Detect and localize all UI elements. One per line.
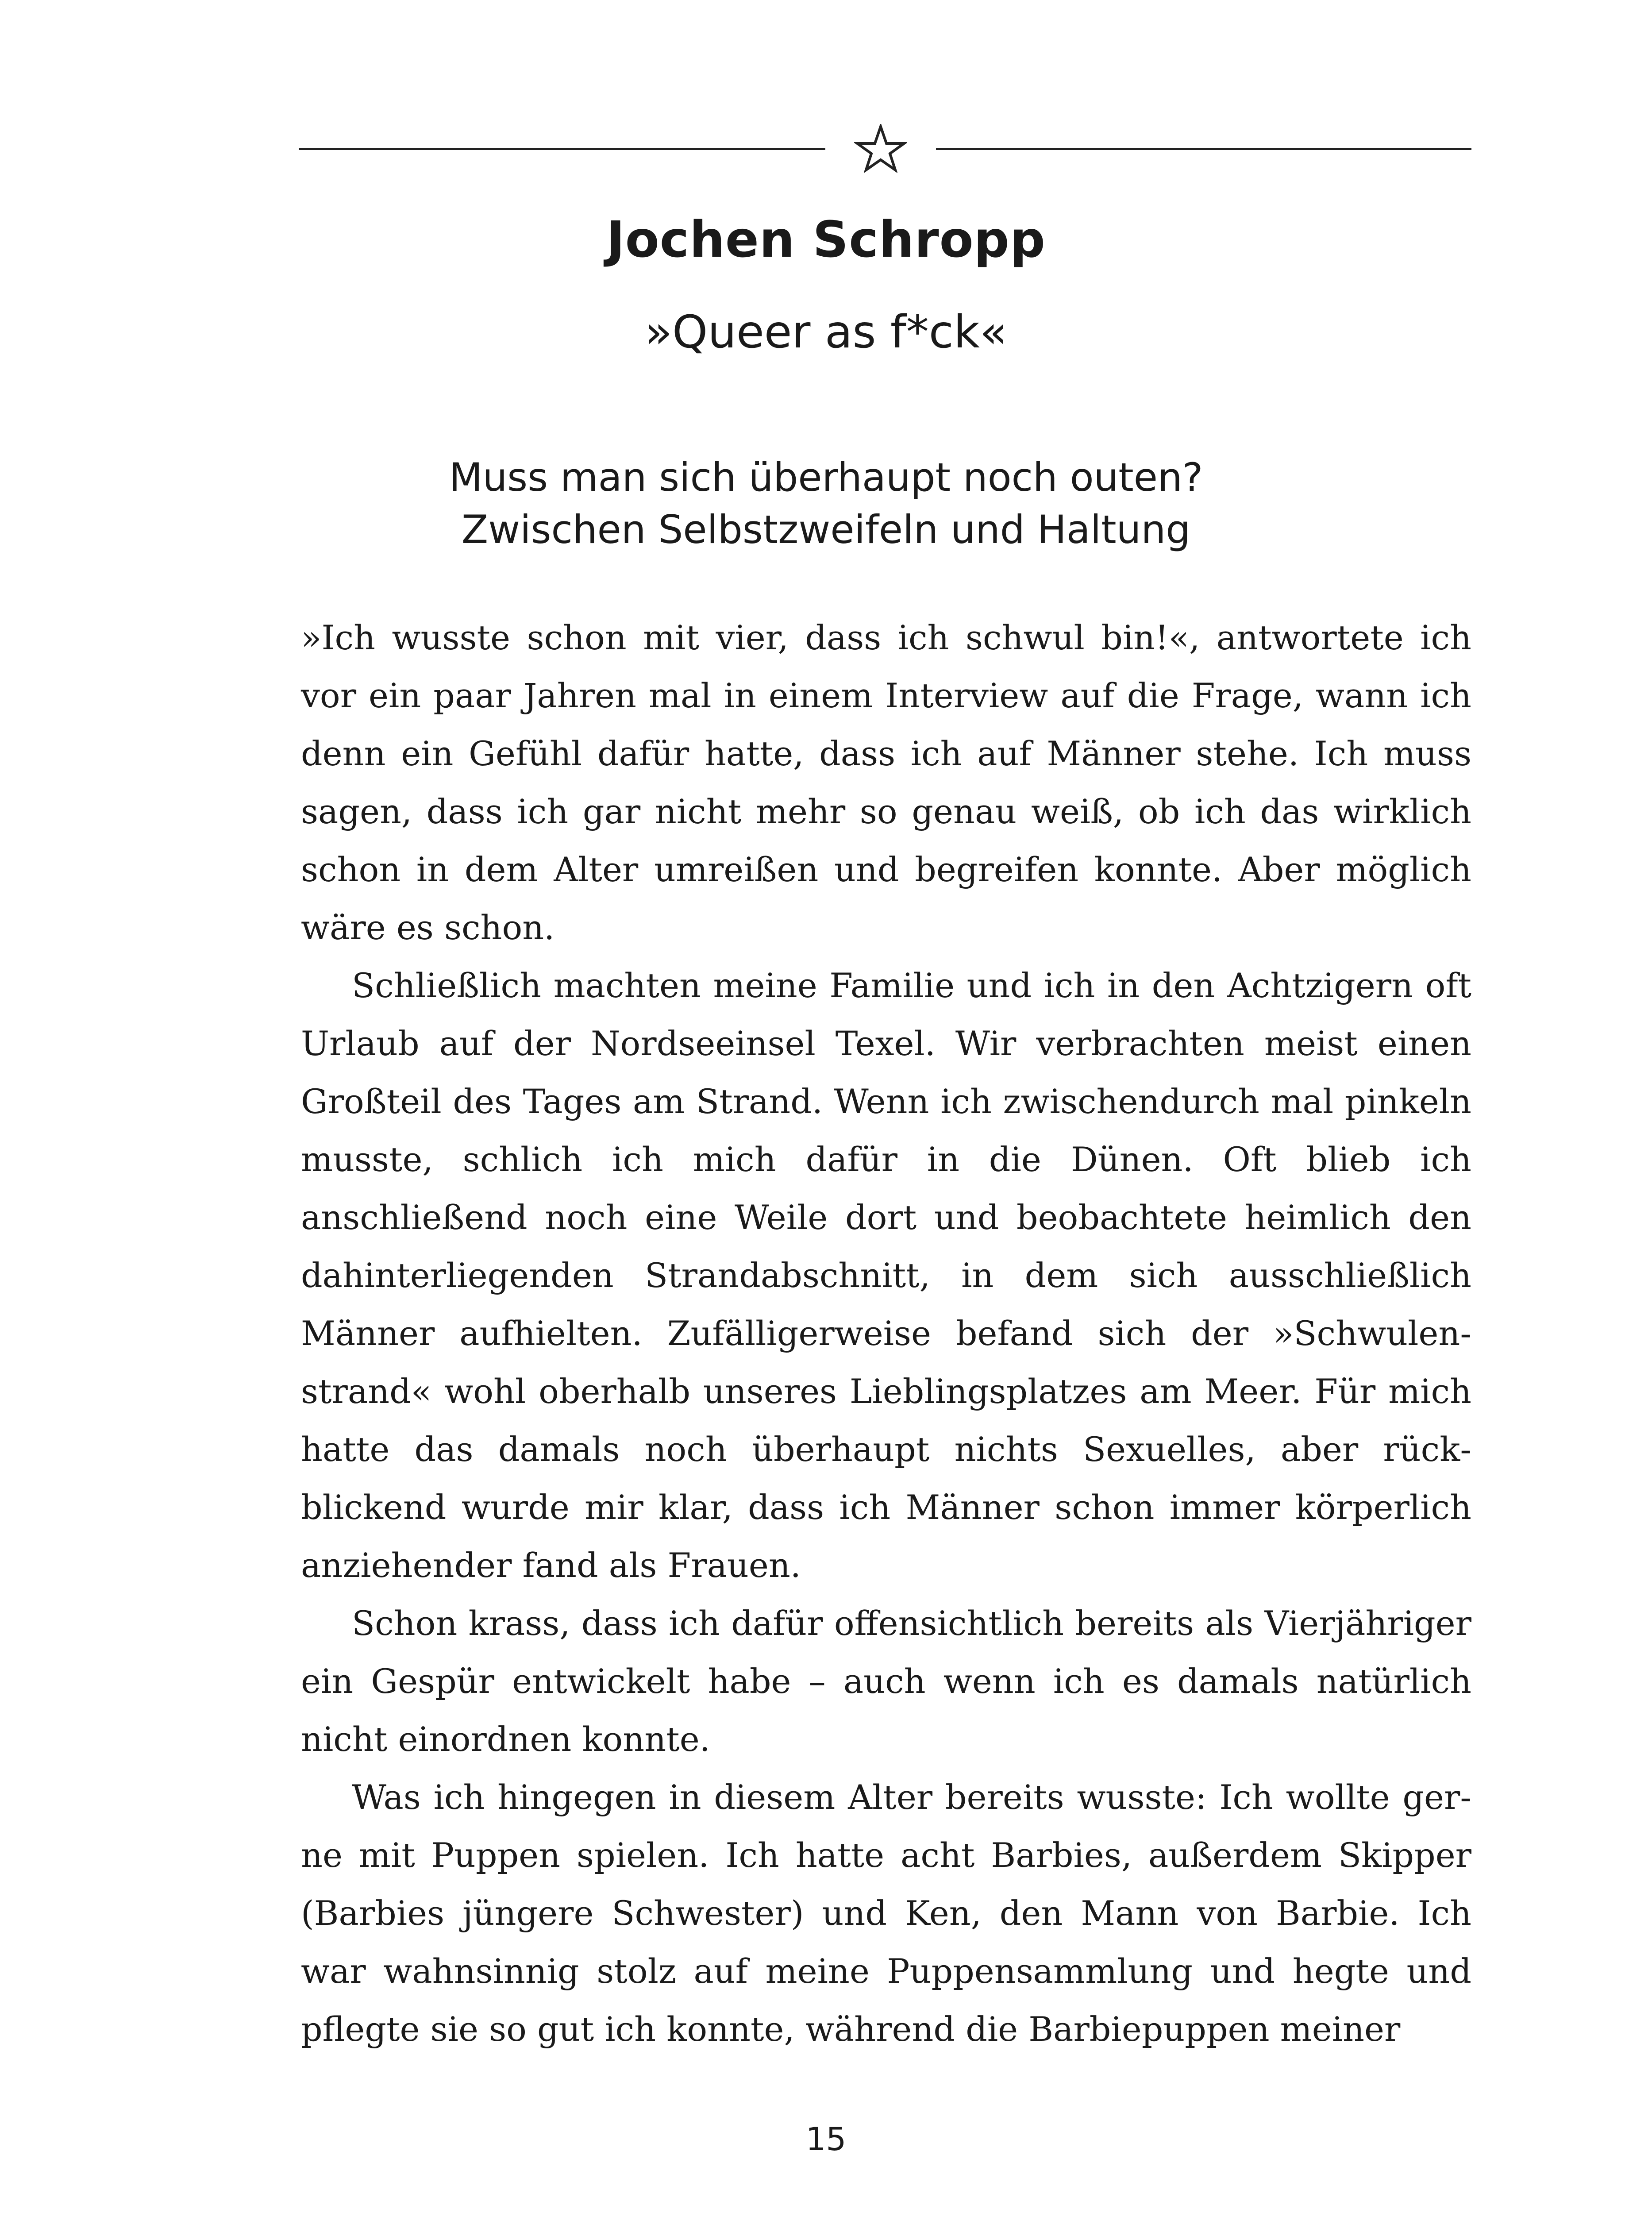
body-text xyxy=(301,609,1471,2058)
chapter-subtitle xyxy=(0,451,1652,556)
paragraph: Schon krass, dass ich dafür offensichtlich bereits als Vierjähriger ein Gespür entwickelt habe – auch wenn ich es damals natürlich nicht einordnen konnte. xyxy=(301,1604,1471,1759)
star-outline-icon xyxy=(854,124,907,173)
chapter-title: »Queer as f*ck« xyxy=(644,306,1008,359)
paragraph: Schließlich machten meine Familie und ich in den Achtzigern oft Urlaub auf der Nordseeinsel Texel. Wir verbrachten meist einen Großteil des Tages am Strand. Wenn ich zwischendurch mal pinkeln musste, schlich ich mich dafür in die Dünen. Oft blieb ich anschließend noch eine Weile dort und beobachtete heimlich den dahinterliegenden Strandabschnitt, in dem sich ausschließlich Männer aufhielten. Zufälligerweise befand sich der »Schwulenstrand« wohl oberhalb unseres Lieblingsplatzes am Meer. Für mich hatte das damals noch überhaupt nichts Sexuelles, aber rückblickend wurde mir klar, dass ich Männer schon immer körperlich anziehender fand als Frauen. xyxy=(301,966,1471,1585)
subtitle-line: Muss man sich überhaupt noch outen? xyxy=(449,455,1203,500)
ornament-divider xyxy=(299,120,1471,177)
divider-rule-right xyxy=(936,148,1471,150)
paragraph: »Ich wusste schon mit vier, dass ich schwul bin!«, antwortete ich vor ein paar Jahren mal in einem Interview auf die Frage, wann ich denn ein Gefühl dafür hatte, dass ich auf Männer stehe. Ich muss sagen, dass ich gar nicht mehr so genau weiß, ob ich das wirklich schon in dem Alter umreißen und begreifen konnte. Aber möglich wäre es schon. xyxy=(301,618,1471,947)
page-number: 15 xyxy=(805,2120,847,2158)
paragraph: Was ich hingegen in diesem Alter bereits wusste: Ich wollte gerne mit Puppen spielen. Ich hatte acht Barbies, außerdem Skipper (Barbies jüngere Schwester) und Ken, den Mann von Barbie. Ich war wahnsinnig stolz auf meine Puppensammlung und hegte und pflegte sie so gut ich konnte, während die Barbiepuppen meiner xyxy=(301,1777,1471,2049)
author-name: Jochen Schropp xyxy=(606,211,1046,269)
divider-rule-left xyxy=(299,148,825,150)
subtitle-line: Zwischen Selbstzweifeln und Haltung xyxy=(461,507,1191,552)
